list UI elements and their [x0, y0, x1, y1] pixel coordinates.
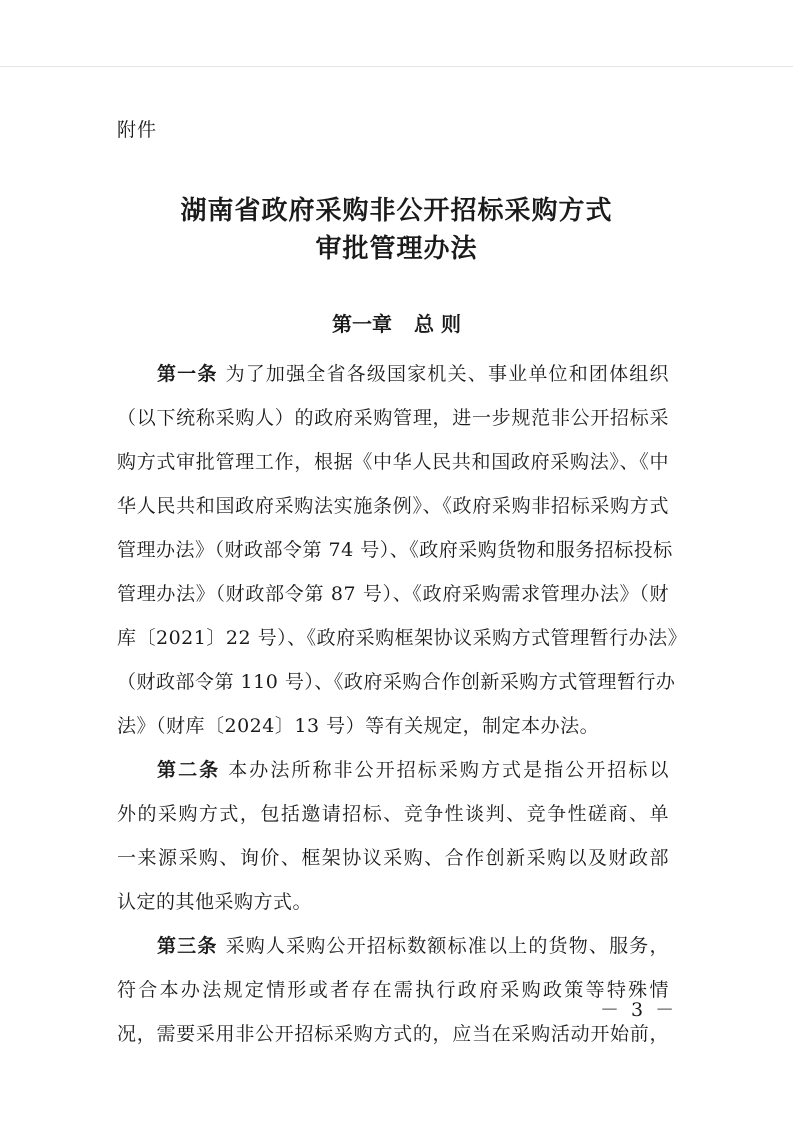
article-1-line-3: 购方式审批管理工作，根据《中华人民共和国政府采购法》、《中: [117, 451, 669, 473]
article-1-line-4: 华人民共和国政府采购法实施条例》、《政府采购非招标采购方式: [117, 495, 669, 517]
article-2-text: 本办法所称非公开招标采购方式是指公开招标以: [228, 759, 669, 781]
article-3-line-3: 况，需要采用非公开招标采购方式的，应当在采购活动开始前，: [117, 1023, 669, 1045]
article-1-line-6: 管理办法》（财政部令第 87 号）、《政府采购需求管理办法》（财: [117, 583, 669, 605]
chapter-number: 第一章: [332, 312, 393, 336]
article-1-line-1: [157, 352, 669, 396]
article-1-label: 第一条: [157, 363, 218, 385]
article-1-line-5: 管理办法》（财政部令第 74 号）、《政府采购货物和服务招标投标: [117, 539, 673, 561]
article-2-line-1: [157, 748, 669, 792]
attachment-label: 附件: [117, 119, 158, 141]
chapter-heading: [0, 309, 793, 339]
article-2-label: 第二条: [157, 759, 221, 781]
document-title-line-2: 审批管理办法: [315, 234, 478, 264]
article-1-line-9: 法》（财库〔2024〕13 号）等有关规定，制定本办法。: [117, 715, 600, 737]
article-1-text: 为了加强全省各级国家机关、事业单位和团体组织: [225, 363, 669, 385]
article-1-line-8: （财政部令第 110 号）、《政府采购合作创新采购方式管理暂行办: [117, 671, 676, 693]
article-3-line-2: 符合本办法规定情形或者存在需执行政府采购政策等特殊情: [117, 979, 669, 1001]
article-3-line-1: [157, 924, 669, 968]
article-2-line-4: 认定的其他采购方式。: [117, 891, 313, 913]
article-2-line-3: 一来源采购、询价、框架协议采购、合作创新采购以及财政部: [117, 847, 669, 869]
article-3-text: 采购人采购公开招标数额标准以上的货物、服务，: [225, 935, 669, 957]
chapter-name: 总 则: [414, 312, 461, 336]
article-1-line-2: （以下统称采购人）的政府采购管理，进一步规范非公开招标采: [117, 407, 669, 429]
page-number: － 3 －: [600, 999, 678, 1021]
page-top-edge: [0, 66, 793, 67]
article-3-label: 第三条: [157, 935, 218, 957]
article-1-line-7: 库〔2021〕22 号）、《政府采购框架协议采购方式管理暂行办法》: [117, 627, 688, 649]
document-title-line-1: 湖南省政府采购非公开招标采购方式: [180, 196, 613, 226]
article-2-line-2: 外的采购方式，包括邀请招标、竞争性谈判、竞争性磋商、单: [117, 803, 669, 825]
